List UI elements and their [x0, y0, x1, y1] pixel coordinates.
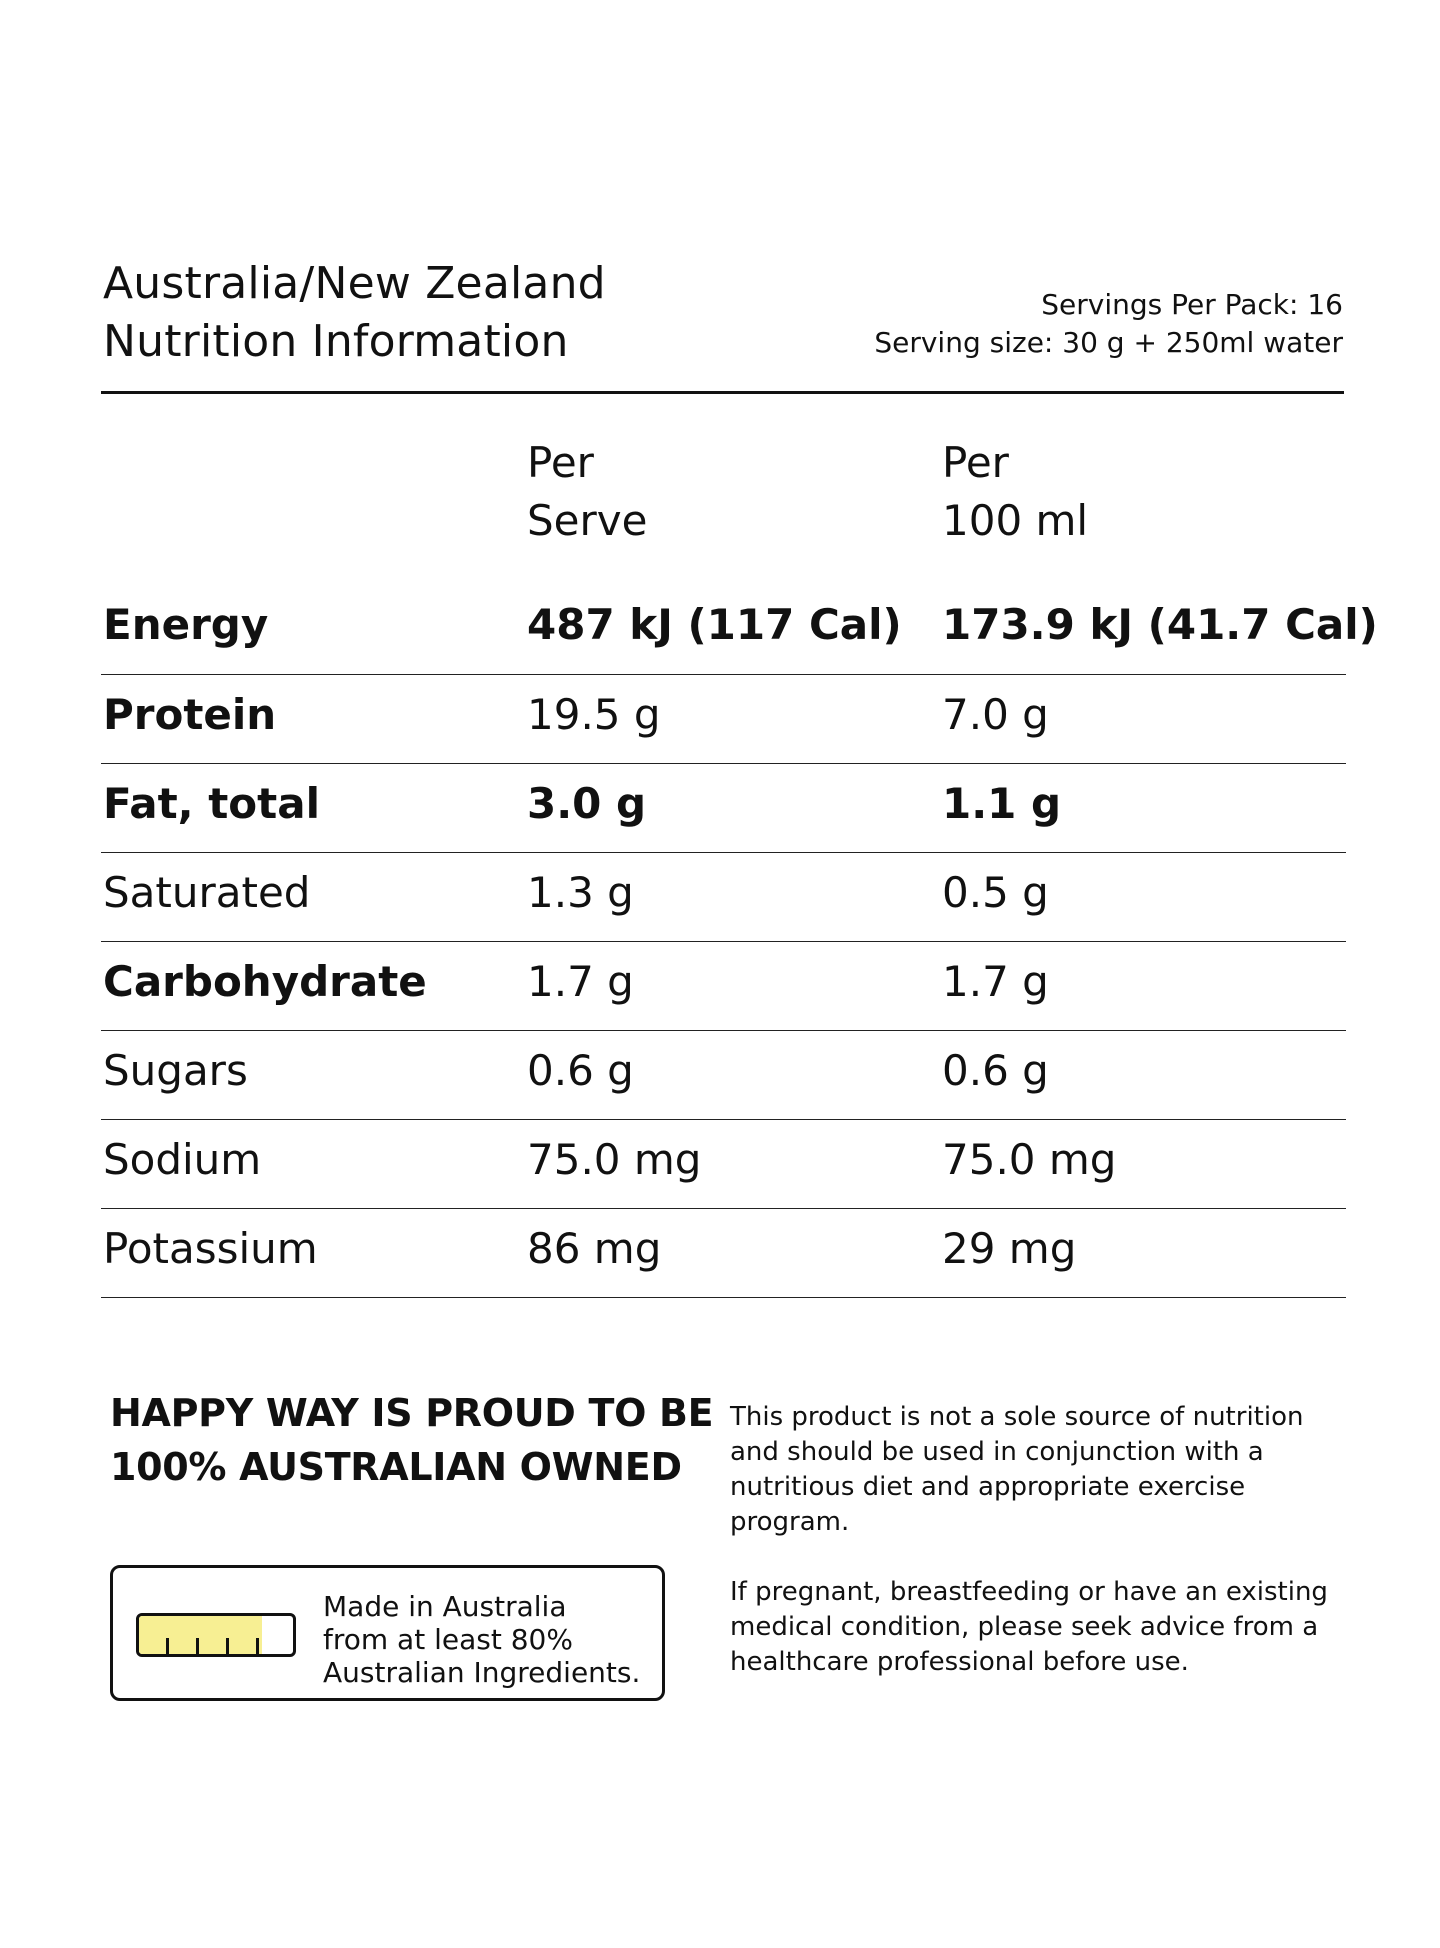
made-in-line-2: from at least 80%: [323, 1623, 573, 1656]
bar-tick: [196, 1638, 199, 1654]
title-line-1: Australia/New Zealand: [103, 258, 606, 309]
per-serve-value: 1.3 g: [527, 868, 634, 917]
per-100ml-value: 173.9 kJ (41.7 Cal): [942, 600, 1378, 649]
disclaimer-2-line-2: medical condition, please seek advice from a: [730, 1612, 1319, 1642]
per-100ml-value: 1.7 g: [942, 957, 1049, 1006]
per-100ml-value: 0.5 g: [942, 868, 1049, 917]
bar-tick: [226, 1638, 229, 1654]
per-100ml-value: 7.0 g: [942, 690, 1049, 739]
per-100ml-value: 1.1 g: [942, 779, 1062, 828]
table-row-sodium: [101, 1120, 1346, 1209]
column-header-per-100ml: [942, 434, 1088, 550]
per-100ml-value: 75.0 mg: [942, 1135, 1117, 1184]
per-serve-value: 75.0 mg: [527, 1135, 702, 1184]
disclaimer-medical: [730, 1575, 1350, 1680]
serving-info: [874, 286, 1343, 362]
nutrient-name: Sugars: [103, 1046, 248, 1095]
per-100ml-value: 0.6 g: [942, 1046, 1049, 1095]
australian-ingredients-bar-icon: [136, 1613, 296, 1657]
bar-fill: [139, 1616, 262, 1654]
nutrient-name: Fat, total: [103, 779, 320, 828]
disclaimer-1-line-3: nutritious diet and appropriate exercise: [730, 1472, 1246, 1502]
disclaimer-2-line-1: If pregnant, breastfeeding or have an existing: [730, 1577, 1328, 1607]
serving-size: Serving size: 30 g + 250ml water: [874, 326, 1343, 359]
table-row-protein: [101, 675, 1346, 764]
nutrient-name: Carbohydrate: [103, 957, 427, 1006]
australian-owned-heading: [110, 1386, 713, 1494]
panel-title: [103, 255, 606, 371]
per-serve-value: 0.6 g: [527, 1046, 634, 1095]
column-header-per-serve: [527, 434, 647, 550]
per-serve-value: 86 mg: [527, 1224, 662, 1273]
disclaimer-2-line-3: healthcare professional before use.: [730, 1647, 1189, 1677]
per-serve-value: 3.0 g: [527, 779, 647, 828]
per-serve-value: 487 kJ (117 Cal): [527, 600, 902, 649]
table-row-sugars: [101, 1031, 1346, 1120]
made-in-line-3: Australian Ingredients.: [323, 1656, 641, 1689]
title-line-2: Nutrition Information: [103, 316, 569, 367]
per-serve-value: 1.7 g: [527, 957, 634, 1006]
nutrient-name: Saturated: [103, 868, 311, 917]
nutrient-name: Sodium: [103, 1135, 262, 1184]
nutrient-name: Potassium: [103, 1224, 318, 1273]
table-row-saturated: [101, 853, 1346, 942]
per-serve-value: 19.5 g: [527, 690, 661, 739]
nutrient-name: Energy: [103, 600, 269, 649]
table-row-energy: [101, 587, 1378, 675]
disclaimer-1-line-1: This product is not a sole source of nutrition: [730, 1402, 1304, 1432]
owned-line-2: 100% AUSTRALIAN OWNED: [110, 1445, 682, 1489]
made-in-line-1: Made in Australia: [323, 1590, 567, 1623]
disclaimer-nutrition-source: [730, 1400, 1350, 1540]
column-header-per-100ml-line1: Per: [942, 438, 1009, 487]
table-row-fat-total: [101, 764, 1346, 853]
made-in-australia-label: [110, 1565, 665, 1701]
per-100ml-value: 29 mg: [942, 1224, 1077, 1273]
table-row-carbohydrate: [101, 942, 1346, 1031]
nutrient-name: Protein: [103, 690, 277, 739]
disclaimer-1-line-2: and should be used in conjunction with a: [730, 1437, 1264, 1467]
header-divider: [101, 391, 1344, 394]
disclaimer-1-line-4: program.: [730, 1507, 850, 1537]
nutrition-table: [101, 587, 1378, 1298]
column-header-per-100ml-line2: 100 ml: [942, 496, 1089, 545]
owned-line-1: HAPPY WAY IS PROUD TO BE: [110, 1391, 714, 1435]
bar-tick: [166, 1638, 169, 1654]
table-row-potassium: [101, 1209, 1346, 1298]
bar-tick: [256, 1638, 259, 1654]
servings-per-pack: Servings Per Pack: 16: [1041, 288, 1343, 321]
made-in-australia-text: [323, 1590, 640, 1689]
column-header-per-serve-line2: Serve: [527, 496, 648, 545]
column-header-per-serve-line1: Per: [527, 438, 594, 487]
